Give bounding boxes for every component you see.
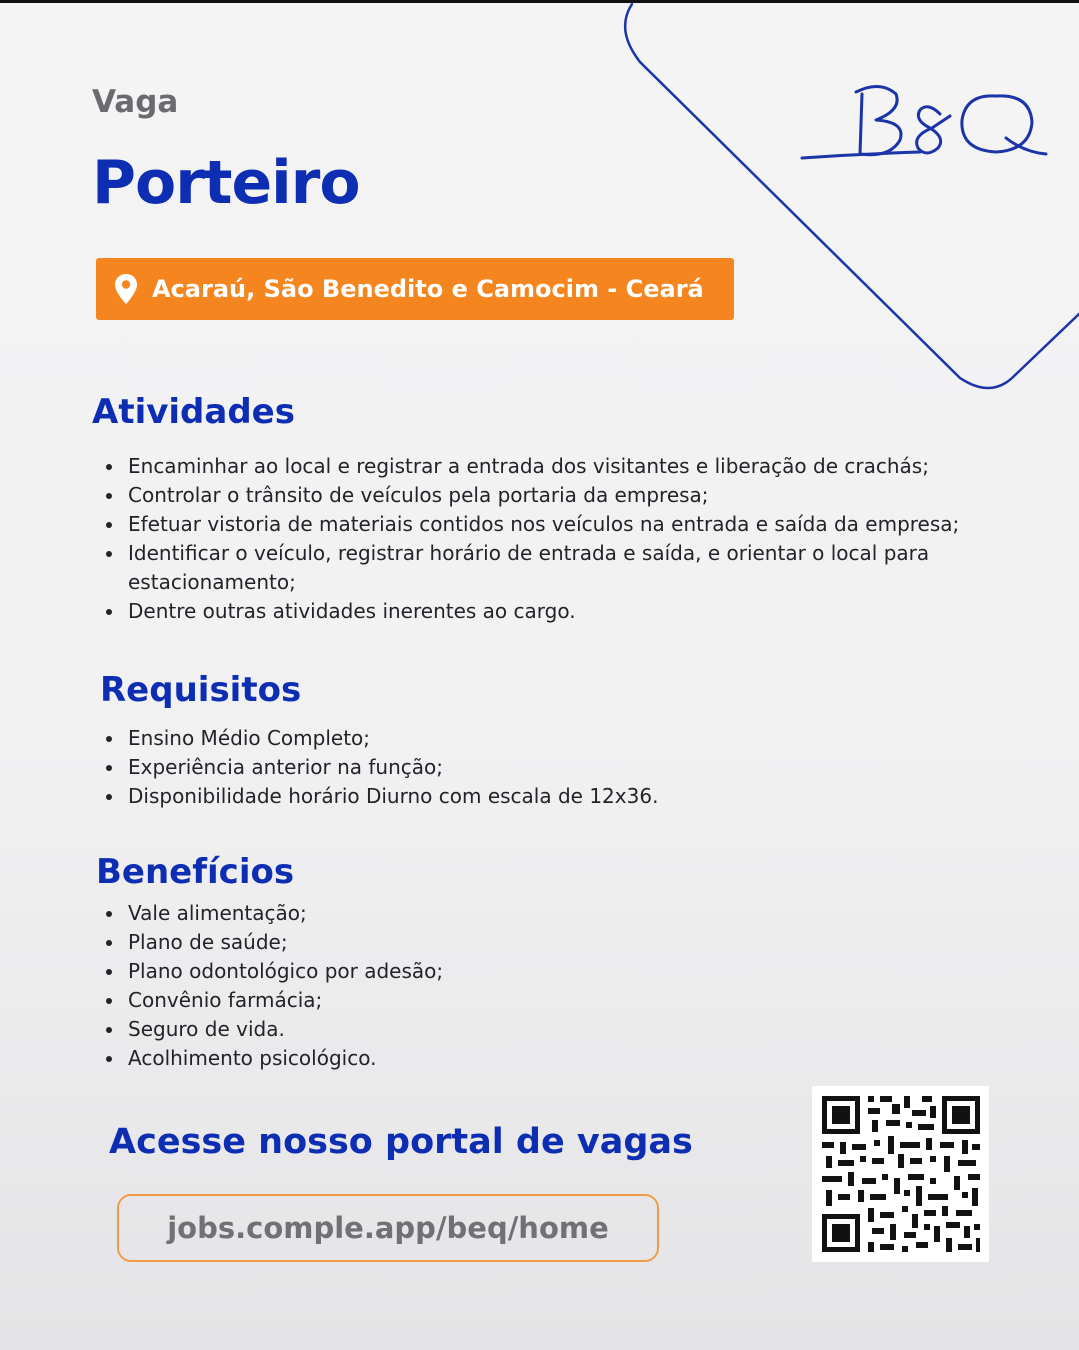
list-item: Plano de saúde; bbox=[104, 928, 704, 957]
location-text: Acaraú, São Benedito e Camocim - Ceará bbox=[152, 275, 704, 303]
list-item: Experiência anterior na função; bbox=[104, 753, 904, 782]
list-item: Identificar o veículo, registrar horário de entrada e saída, e orientar o local para estacionamento; bbox=[104, 539, 1024, 597]
list-item: Disponibilidade horário Diurno com escala de 12x36. bbox=[104, 782, 904, 811]
list-item: Acolhimento psicológico. bbox=[104, 1044, 704, 1073]
section-heading-beneficios: Benefícios bbox=[96, 852, 295, 892]
list-item: Plano odontológico por adesão; bbox=[104, 957, 704, 986]
list-item: Encaminhar ao local e registrar a entrada dos visitantes e liberação de crachás; bbox=[104, 452, 1024, 481]
qr-code-icon[interactable] bbox=[812, 1086, 989, 1262]
section-heading-atividades: Atividades bbox=[92, 392, 295, 432]
portal-url-link[interactable]: jobs.comple.app/beq/home bbox=[117, 1194, 659, 1262]
list-item: Controlar o trânsito de veículos pela portaria da empresa; bbox=[104, 481, 1024, 510]
map-pin-icon bbox=[114, 273, 138, 305]
portal-heading: Acesse nosso portal de vagas bbox=[109, 1122, 693, 1162]
atividades-list bbox=[104, 452, 1024, 626]
location-badge bbox=[96, 258, 734, 320]
list-item: Convênio farmácia; bbox=[104, 986, 704, 1015]
list-item: Efetuar vistoria de materiais contidos nos veículos na entrada e saída da empresa; bbox=[104, 510, 1024, 539]
job-label: Vaga bbox=[92, 84, 179, 120]
beneficios-list bbox=[104, 899, 704, 1073]
requisitos-list bbox=[104, 724, 904, 811]
list-item: Seguro de vida. bbox=[104, 1015, 704, 1044]
list-item: Vale alimentação; bbox=[104, 899, 704, 928]
list-item: Dentre outras atividades inerentes ao cargo. bbox=[104, 597, 1024, 626]
list-item: Ensino Médio Completo; bbox=[104, 724, 904, 753]
job-title: Porteiro bbox=[92, 148, 360, 218]
section-heading-requisitos: Requisitos bbox=[100, 670, 302, 710]
top-border bbox=[0, 0, 1079, 3]
brand-logo bbox=[800, 78, 1050, 170]
